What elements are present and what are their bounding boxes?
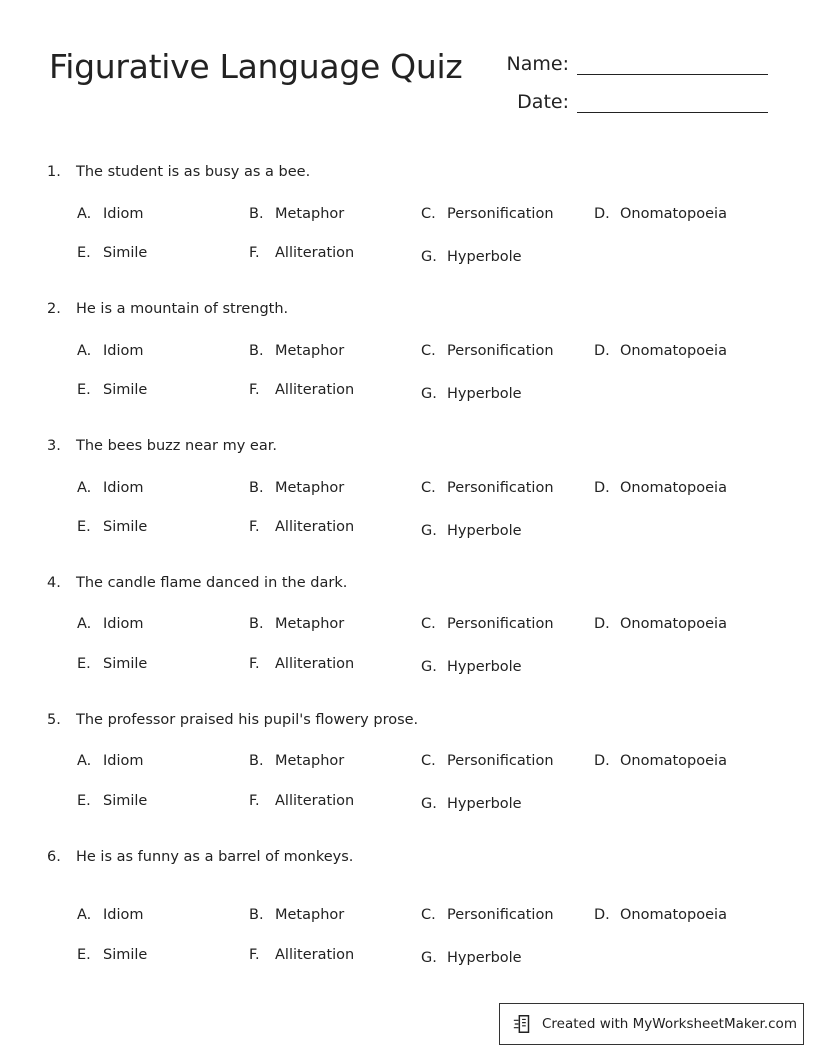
option-a [77,480,144,496]
question-text: The student is as busy as a bee. [76,164,311,180]
option-g [421,386,522,402]
option-g [421,796,522,812]
option-f [249,519,354,535]
option-label: Simile [103,519,148,535]
option-label: Hyperbole [447,796,522,812]
option-letter: E. [77,519,91,535]
option-letter: C. [421,206,436,222]
option-label: Onomatopoeia [620,616,727,632]
option-label: Onomatopoeia [620,480,727,496]
option-letter: G. [421,523,437,539]
option-letter: C. [421,616,436,632]
option-a [77,343,144,359]
question-number: 3. [47,438,61,454]
option-e [77,947,147,963]
option-f [249,656,354,672]
option-letter: C. [421,343,436,359]
option-letter: D. [594,206,610,222]
option-letter: A. [77,616,92,632]
name-field [499,52,768,75]
option-letter: D. [594,343,610,359]
option-e [77,382,147,398]
date-line[interactable] [577,90,768,113]
option-b [249,616,344,632]
option-label: Personification [447,907,554,923]
option-label: Personification [447,753,554,769]
option-letter: B. [249,343,264,359]
page-title: Figurative Language Quiz [49,47,463,86]
option-e [77,656,147,672]
option-label: Alliteration [275,519,355,535]
option-letter: G. [421,249,437,265]
question-4 [0,575,816,695]
name-line[interactable] [577,52,768,75]
option-label: Idiom [103,206,144,222]
question-text: He is a mountain of strength. [76,301,289,317]
option-letter: F. [249,947,260,963]
date-label: Date: [517,91,569,113]
option-letter: D. [594,480,610,496]
option-c [421,206,554,222]
option-label: Metaphor [275,343,345,359]
option-label: Idiom [103,753,144,769]
option-letter: F. [249,656,260,672]
option-label: Personification [447,480,554,496]
question-number: 4. [47,575,61,591]
option-label: Idiom [103,480,144,496]
option-label: Alliteration [275,382,355,398]
option-letter: B. [249,480,264,496]
option-f [249,245,354,261]
option-g [421,523,522,539]
option-g [421,249,522,265]
option-label: Metaphor [275,753,345,769]
option-letter: A. [77,206,92,222]
option-label: Personification [447,343,554,359]
option-letter: F. [249,245,260,261]
option-label: Idiom [103,616,144,632]
option-c [421,616,554,632]
option-label: Simile [103,947,148,963]
option-letter: C. [421,753,436,769]
question-1 [0,164,816,284]
option-d [594,907,727,923]
option-label: Alliteration [275,793,355,809]
question-number: 2. [47,301,61,317]
name-label: Name: [506,53,569,75]
option-f [249,947,354,963]
question-number: 6. [47,849,61,865]
option-a [77,907,144,923]
option-label: Metaphor [275,206,345,222]
option-label: Simile [103,382,148,398]
option-letter: D. [594,753,610,769]
option-letter: C. [421,480,436,496]
option-letter: A. [77,343,92,359]
option-label: Simile [103,656,148,672]
option-d [594,753,727,769]
option-c [421,907,554,923]
option-letter: C. [421,907,436,923]
question-5 [0,712,816,832]
question-text: The bees buzz near my ear. [76,438,277,454]
option-label: Onomatopoeia [620,907,727,923]
option-label: Simile [103,245,148,261]
option-b [249,206,344,222]
option-b [249,753,344,769]
question-6 [0,849,816,969]
option-d [594,480,727,496]
option-label: Metaphor [275,907,345,923]
option-b [249,907,344,923]
option-a [77,206,144,222]
option-letter: E. [77,656,91,672]
created-with-badge[interactable] [499,1003,804,1045]
option-b [249,343,344,359]
option-label: Alliteration [275,245,355,261]
option-letter: F. [249,382,260,398]
option-letter: E. [77,947,91,963]
option-c [421,343,554,359]
option-b [249,480,344,496]
option-label: Metaphor [275,616,345,632]
option-label: Onomatopoeia [620,343,727,359]
option-label: Personification [447,206,554,222]
option-label: Simile [103,793,148,809]
option-d [594,343,727,359]
option-label: Onomatopoeia [620,206,727,222]
option-letter: B. [249,907,264,923]
option-label: Hyperbole [447,386,522,402]
option-f [249,382,354,398]
option-letter: G. [421,386,437,402]
option-g [421,950,522,966]
option-letter: B. [249,616,264,632]
option-letter: D. [594,616,610,632]
option-letter: G. [421,796,437,812]
option-letter: A. [77,753,92,769]
option-f [249,793,354,809]
option-d [594,616,727,632]
option-e [77,519,147,535]
question-text: He is as funny as a barrel of monkeys. [76,849,354,865]
option-letter: F. [249,793,260,809]
option-label: Hyperbole [447,950,522,966]
option-letter: B. [249,206,264,222]
option-label: Alliteration [275,947,355,963]
option-letter: A. [77,480,92,496]
option-letter: G. [421,659,437,675]
question-text: The candle flame danced in the dark. [76,575,348,591]
option-g [421,659,522,675]
badge-text: Created with MyWorksheetMaker.com [542,1016,797,1032]
option-label: Onomatopoeia [620,753,727,769]
option-label: Personification [447,616,554,632]
question-text: The professor praised his pupil's flowery prose. [76,712,419,728]
option-e [77,793,147,809]
option-label: Idiom [103,907,144,923]
question-2 [0,301,816,421]
question-number: 1. [47,164,61,180]
option-c [421,753,554,769]
option-letter: G. [421,950,437,966]
question-3 [0,438,816,558]
option-d [594,206,727,222]
option-letter: B. [249,753,264,769]
option-letter: D. [594,907,610,923]
option-letter: F. [249,519,260,535]
option-label: Idiom [103,343,144,359]
option-letter: E. [77,382,91,398]
worksheet-logo-icon [512,1013,534,1035]
option-label: Hyperbole [447,523,522,539]
option-label: Metaphor [275,480,345,496]
option-e [77,245,147,261]
date-field [499,90,768,113]
option-letter: A. [77,907,92,923]
option-a [77,616,144,632]
question-number: 5. [47,712,61,728]
option-label: Alliteration [275,656,355,672]
option-letter: E. [77,793,91,809]
option-a [77,753,144,769]
option-letter: E. [77,245,91,261]
option-label: Hyperbole [447,249,522,265]
option-label: Hyperbole [447,659,522,675]
option-c [421,480,554,496]
